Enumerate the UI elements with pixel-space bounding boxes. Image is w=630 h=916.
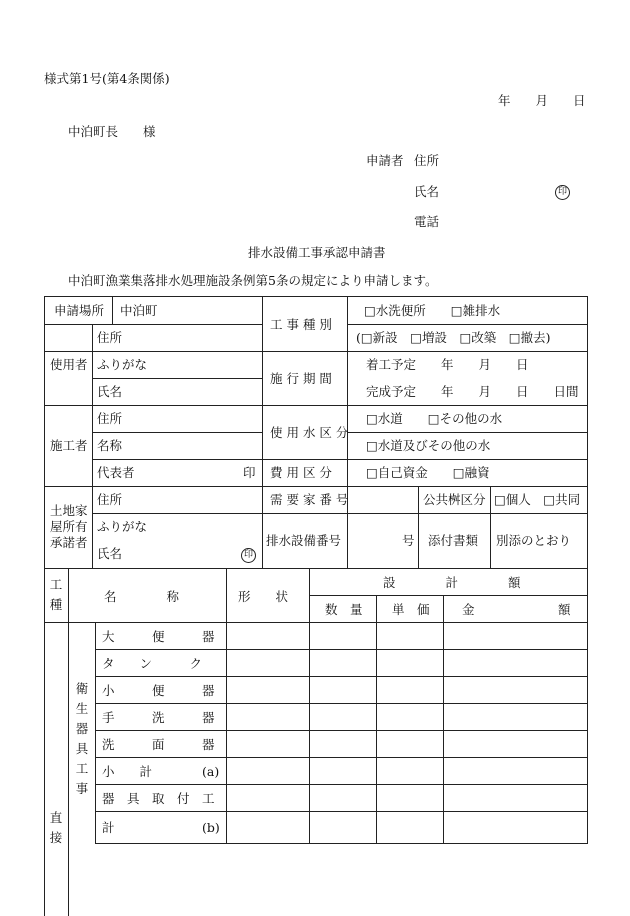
- document-title: 排水設備工事承認申請書: [248, 245, 386, 260]
- applicant-phone-label: 電話: [414, 214, 440, 229]
- item-row: 計 (b): [102, 820, 220, 835]
- water-combined: □水道及びその他の水: [366, 438, 491, 453]
- addressee: 中泊町長 様: [68, 124, 156, 139]
- col-name: 名 称: [104, 589, 180, 604]
- user-label: 使用者: [50, 357, 88, 372]
- public-basin-options: □個人 □共同: [494, 492, 581, 507]
- period-start: 着工予定 年 月 日: [366, 357, 529, 372]
- builder-address-label: 住所: [97, 411, 123, 426]
- applicant-seal: [555, 182, 570, 200]
- cost-options: □自己資金 □融資: [366, 465, 490, 480]
- item-row: 大 便 器: [102, 629, 215, 644]
- user-furigana-label: ふりがな: [97, 357, 148, 372]
- applicant-name-label: 氏名: [414, 184, 440, 199]
- cost-label: 費 用 区 分: [270, 465, 332, 480]
- period-end: 完成予定 年 月 日 日間: [366, 384, 579, 399]
- attachment-value: 別添のとおり: [496, 533, 572, 548]
- representative-label: 代表者: [97, 465, 135, 480]
- period-label: 施 行 期 間: [270, 371, 332, 386]
- builder-label: 施工者: [50, 438, 88, 453]
- item-row: タ ン ク: [102, 656, 203, 671]
- col-amount-right: 額: [558, 602, 571, 617]
- facility-number-label: 排水設備番号: [266, 533, 342, 548]
- seal-mark: 印: [555, 185, 570, 200]
- consumer-number-label: 需 要 家 番 号: [270, 492, 349, 507]
- user-address-label: 住所: [97, 330, 123, 345]
- col-amount-left: 金: [462, 602, 475, 617]
- work-type-subtypes: (□新設 □増設 □改築 □撤去): [356, 330, 551, 345]
- applicant-label: 申請者: [366, 153, 404, 168]
- date-field: 年 月 日: [498, 93, 586, 108]
- item-row: 小 計 (a): [102, 764, 220, 779]
- facility-number-unit: 号: [402, 533, 415, 548]
- item-row: 器 具 取 付 工: [102, 791, 215, 806]
- sanitary-work-label: 衛 生 器 具 工 事: [75, 681, 89, 796]
- item-row: 洗 面 器: [102, 737, 215, 752]
- owner-label: 土地家 屋所有 承諾者: [50, 503, 88, 550]
- item-row: 小 便 器: [102, 683, 215, 698]
- work-type-options: □水洗便所 □雑排水: [364, 303, 501, 318]
- owner-furigana-label: ふりがな: [97, 519, 148, 534]
- water-label: 使 用 水 区 分: [270, 425, 349, 440]
- user-name-label: 氏名: [97, 384, 123, 399]
- intro-text: 中泊町漁業集落排水処理施設条例第5条の規定により申請します。: [68, 273, 438, 288]
- col-design-amount: 設 計 額: [383, 575, 521, 590]
- direct-label: 直 接: [49, 810, 63, 845]
- attachment-label: 添付書類: [428, 533, 479, 548]
- col-work-type: 工 種: [49, 577, 63, 612]
- representative-seal: 印: [243, 465, 256, 480]
- owner-seal: [241, 545, 256, 563]
- builder-name-label: 名称: [97, 438, 123, 453]
- water-options: □水道 □その他の水: [366, 411, 503, 426]
- public-basin-label: 公共桝区分: [423, 492, 486, 507]
- item-row: 手 洗 器: [102, 710, 215, 725]
- col-unit-price: 単 価: [392, 602, 430, 617]
- form-number: 様式第1号(第4条関係): [44, 71, 170, 86]
- applicant-address-label: 住所: [414, 153, 440, 168]
- owner-address-label: 住所: [97, 492, 123, 507]
- place-label: 申請場所: [54, 303, 105, 318]
- work-type-label: 工 事 種 別: [270, 317, 332, 332]
- col-shape: 形 状: [238, 589, 289, 604]
- place-value: 中泊町: [120, 303, 158, 318]
- owner-name-label: 氏名: [97, 546, 123, 561]
- col-quantity: 数 量: [325, 602, 363, 617]
- seal-mark: 印: [241, 548, 256, 563]
